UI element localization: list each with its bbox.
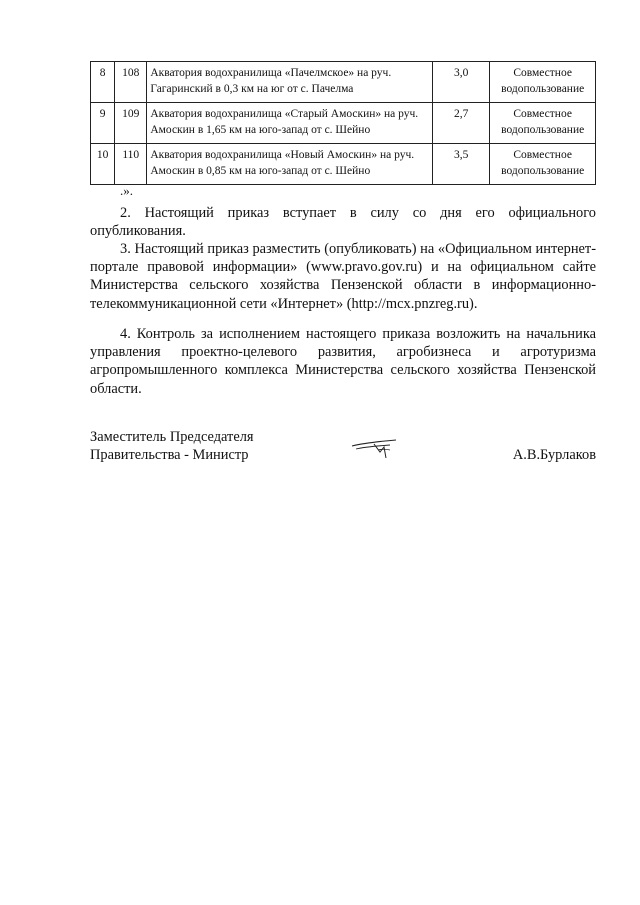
row-number: 9 [91, 103, 115, 144]
signatory-name: А.В.Бурлаков [512, 447, 596, 463]
row-id: 108 [115, 62, 147, 103]
row-usage: Совместное водопользование [490, 62, 596, 103]
table-closing-quote: .». [120, 183, 133, 198]
row-area: 3,5 [433, 144, 490, 185]
row-description: Акватория водохранилища «Пачелмское» на руч. Гагаринский в 0,3 км на юг от с. Пачелма [147, 62, 433, 103]
row-description: Акватория водохранилища «Старый Амоскин» на руч. Амоскин в 1,65 км на юго-запад от с. Шейно [147, 103, 433, 144]
signatory-title [90, 428, 254, 464]
row-area: 2,7 [433, 103, 490, 144]
signatory-title-line2: Правительства - Министр [90, 447, 249, 463]
row-usage: Совместное водопользование [490, 103, 596, 144]
signatory-title-line1: Заместитель Председателя [90, 429, 254, 445]
table-row [91, 103, 596, 144]
row-usage: Совместное водопользование [490, 144, 596, 185]
row-description: Акватория водохранилища «Новый Амоскин» на руч. Амоскин в 0,85 км на юго-запад от с. Шейно [147, 144, 433, 185]
row-id: 110 [115, 144, 147, 185]
handwritten-signature-icon [350, 436, 400, 460]
row-number: 10 [91, 144, 115, 185]
table-row [91, 62, 596, 103]
reservoir-table [90, 61, 596, 185]
row-area: 3,0 [433, 62, 490, 103]
row-id: 109 [115, 103, 147, 144]
paragraph-effective-date: 2. Настоящий приказ вступает в силу со дня его официального опубликования. [90, 205, 596, 240]
paragraph-publication: 3. Настоящий приказ разместить (опубликовать) на «Официальном интернет-портале правовой информации» (www.pravo.gov.ru) и на официальном сайте Министерства сельского хозяйства Пензенской области в информационно-телекоммуникационной сети «Интернет» (http://mcx.pnzreg.ru). [90, 241, 596, 312]
paragraph-control: 4. Контроль за исполнением настоящего приказа возложить на начальника управления проектно-целевого развития, агробизнеса и агротуризма агропромышленного комплекса Министерства сельского хозяйства Пензенской области. [90, 326, 596, 397]
table-row [91, 144, 596, 185]
row-number: 8 [91, 62, 115, 103]
